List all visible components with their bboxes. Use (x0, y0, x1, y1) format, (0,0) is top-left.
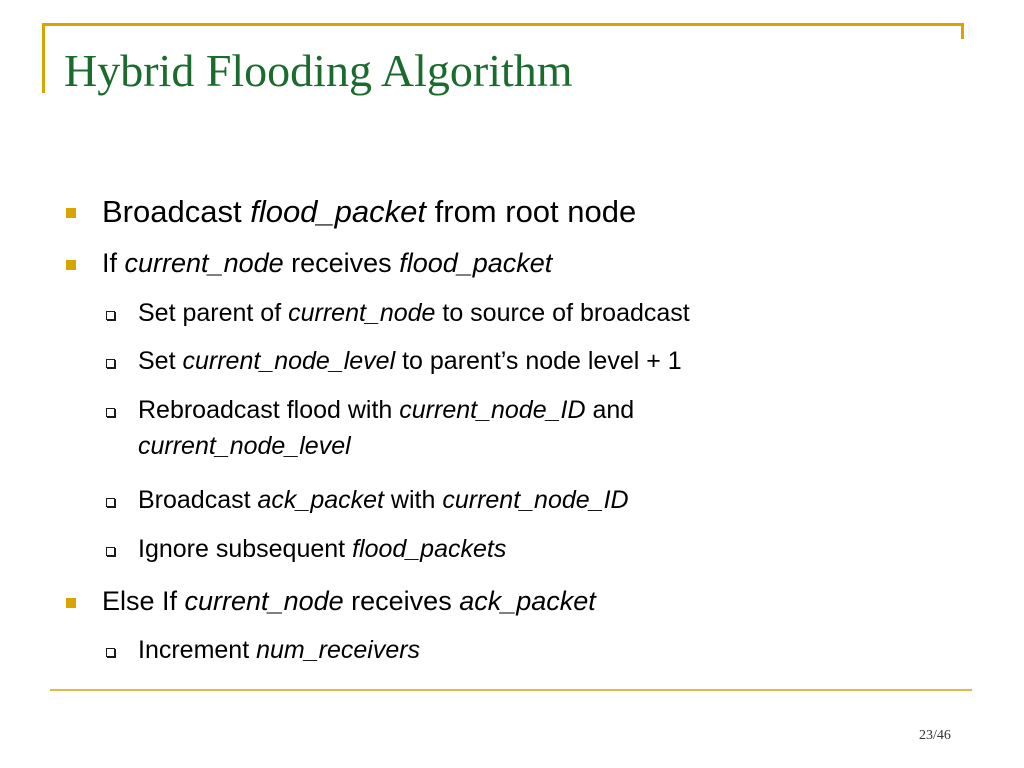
square-bullet-icon (66, 260, 76, 270)
bullet-text: Rebroadcast flood with current_node_ID and (138, 396, 635, 424)
footer-divider (50, 689, 972, 691)
hollow-square-bullet-icon (106, 311, 115, 320)
bullet-item (102, 194, 636, 230)
bullet-text: Else If current_node receives ack_packet (102, 586, 596, 616)
sub-bullet-item (138, 347, 682, 376)
hollow-square-bullet-icon (106, 408, 115, 417)
square-bullet-icon (66, 598, 76, 608)
slide-title: Hybrid Flooding Algorithm (64, 45, 573, 96)
bullet-item (102, 586, 596, 617)
bullet-continuation-text: current_node_level (138, 432, 351, 460)
bullet-text: Broadcast ack_packet with current_node_ID (138, 486, 629, 514)
page-number: 23/46 (919, 728, 951, 743)
square-bullet-icon (66, 208, 76, 218)
sub-bullet-item (138, 535, 506, 564)
hollow-square-bullet-icon (106, 547, 115, 556)
bullet-text: Set parent of current_node to source of broadcast (138, 299, 690, 327)
bullet-text: Ignore subsequent flood_packets (138, 535, 507, 563)
bullet-item (102, 248, 552, 279)
sub-bullet-item (138, 486, 629, 515)
hollow-square-bullet-icon (106, 648, 115, 657)
hollow-square-bullet-icon (106, 498, 115, 507)
bullet-text: Increment num_receivers (138, 636, 421, 664)
sub-bullet-item (138, 636, 420, 665)
sub-bullet-item (138, 299, 690, 328)
hollow-square-bullet-icon (106, 359, 115, 368)
bullet-text: Broadcast flood_packet from root node (102, 194, 637, 229)
sub-bullet-item (138, 396, 634, 461)
bullet-text: Set current_node_level to parent’s node level + 1 (138, 347, 682, 375)
bullet-text: If current_node receives flood_packet (102, 248, 553, 278)
